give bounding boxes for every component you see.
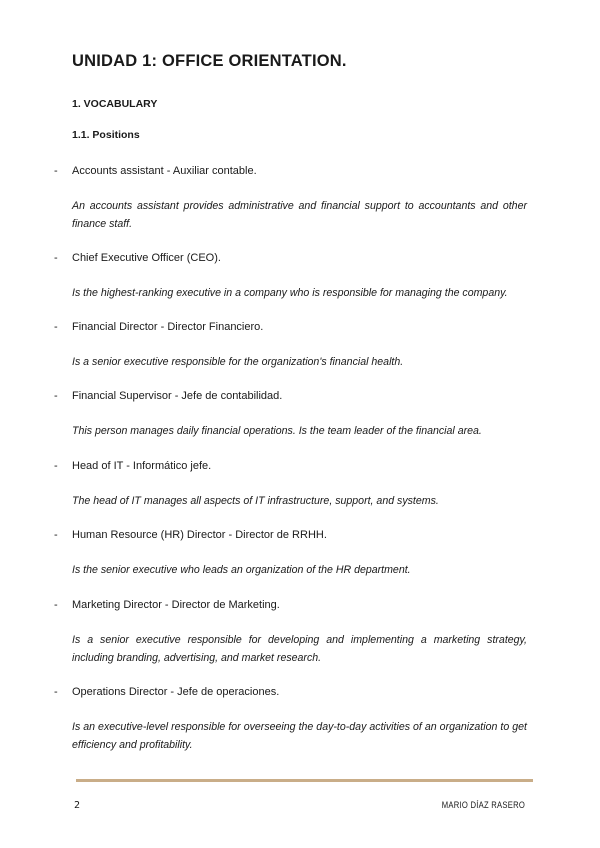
page-title: UNIDAD 1: OFFICE ORIENTATION.	[72, 52, 347, 70]
list-bullet: -	[54, 529, 58, 541]
list-bullet: -	[54, 390, 58, 402]
vocabulary-term: Accounts assistant - Auxiliar contable.	[72, 165, 257, 177]
vocabulary-term: Chief Executive Officer (CEO).	[72, 252, 221, 264]
vocabulary-term: Financial Director - Director Financiero.	[72, 321, 264, 333]
vocabulary-term: Operations Director - Jefe de operaciones.	[72, 686, 280, 698]
vocabulary-description: Is the senior executive who leads an organization of the HR department.	[72, 564, 411, 576]
vocabulary-description: Is a senior executive responsible for developing and implementing a marketing strategy, including branding, advertising, and market research.	[72, 634, 527, 664]
page-number: 2	[74, 800, 81, 811]
list-bullet: -	[54, 460, 58, 472]
list-bullet: -	[54, 165, 58, 177]
vocabulary-description: This person manages daily financial operations. Is the team leader of the financial area.	[72, 425, 482, 437]
list-bullet: -	[54, 321, 58, 333]
vocabulary-description: Is the highest-ranking executive in a company who is responsible for managing the company.	[72, 287, 508, 299]
vocabulary-description: Is a senior executive responsible for the organization's financial health.	[72, 356, 404, 368]
list-bullet: -	[54, 252, 58, 264]
footer-rule	[76, 779, 533, 782]
vocabulary-term: Head of IT - Informático jefe.	[72, 460, 212, 472]
section-heading: 1. VOCABULARY	[72, 98, 158, 110]
vocabulary-description: The head of IT manages all aspects of IT infrastructure, support, and systems.	[72, 495, 439, 507]
vocabulary-description: An accounts assistant provides administrative and financial support to accountants and other finance staff.	[72, 200, 527, 230]
vocabulary-description: Is an executive-level responsible for overseeing the day-to-day activities of an organization to get efficiency and profitability.	[72, 721, 527, 751]
subsection-heading: 1.1. Positions	[72, 129, 140, 141]
list-bullet: -	[54, 599, 58, 611]
vocabulary-term: Financial Supervisor - Jefe de contabilidad.	[72, 390, 283, 402]
footer-author: MARIO DÍAZ RASERO	[441, 800, 525, 810]
vocabulary-term: Marketing Director - Director de Marketing.	[72, 599, 280, 611]
vocabulary-term: Human Resource (HR) Director - Director de RRHH.	[72, 529, 327, 541]
list-bullet: -	[54, 686, 58, 698]
